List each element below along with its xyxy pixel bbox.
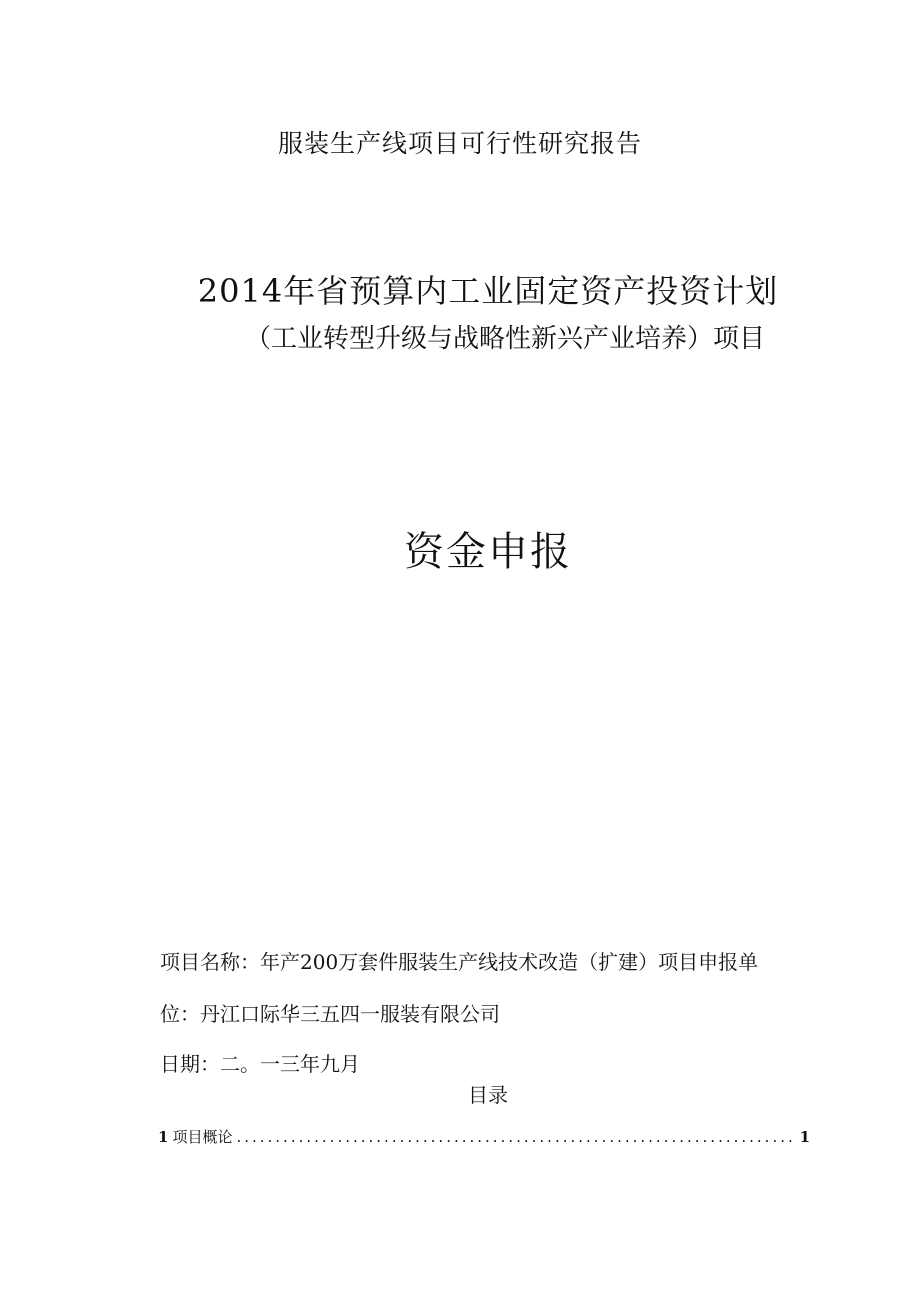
toc-entry-page: 1 bbox=[799, 1128, 810, 1146]
toc-title: 目录 bbox=[468, 1083, 508, 1107]
report-title: 服装生产线项目可行性研究报告 bbox=[277, 129, 642, 158]
toc-dot-leader bbox=[236, 1128, 795, 1146]
plan-subtitle: （工业转型升级与战略性新兴产业培养）项目 bbox=[244, 324, 765, 354]
document-type-heading: 资金申报 bbox=[404, 529, 572, 575]
plan-title: 2014年省预算内工业固定资产投资计划 bbox=[197, 272, 779, 310]
project-name-line: 项目名称：年产200万套件服装生产线技术改造（扩建）项目申报单 bbox=[160, 950, 759, 974]
toc-entry-number: 1 bbox=[158, 1128, 169, 1146]
toc-entry[interactable] bbox=[158, 1126, 810, 1147]
date-line: 日期：二。一三年九月 bbox=[160, 1052, 360, 1076]
applicant-unit-line: 位：丹江口际华三五四一服装有限公司 bbox=[160, 1002, 500, 1026]
toc-entry-label: 项目概论 bbox=[172, 1128, 233, 1146]
